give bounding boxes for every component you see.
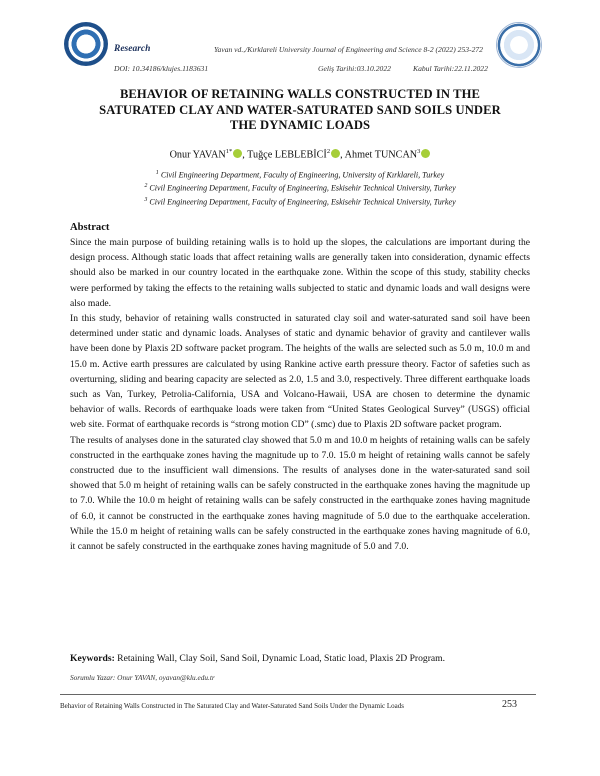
affiliation <box>60 168 540 181</box>
received-date: Geliş Tarihi:03.10.2022 <box>318 64 391 73</box>
running-title: Behavior of Retaining Walls Constructed in The Saturated Clay and Water-Saturated Sand Soils Under the Dynamic Loads <box>60 702 404 710</box>
journal-logo <box>496 22 542 68</box>
affiliation-num: 3 <box>144 196 148 203</box>
doi[interactable]: DOI: 10.34186/klujes.1183631 <box>114 64 209 73</box>
abstract-paragraph: In this study, behavior of retaining walls constructed in saturated clay soil and water-saturated sand soil have been determined under static and dynamic loads. Analyses of static and dynamic behavior of gravity and cantilever walls have been done by Plaxis 2D software packet program. The heights of the walls are selected such as 5.0 m, 10.0 m and 15.0 m. Active earth pressures are calculated by using Rankine active earth pressure theory. Factor of safeties such as overturning, sliding and bearing capacity are selected as 2.0, 1.5 and 3.0, respectively. Three different earthquake loads such as Van, Turkey, Petrolia-California, USA and Volcano-Hawaii, USA are chosen to determine the dynamic behavior of walls. Records of earthquake loads were taken from “United States Geological Survey” (USGS) official web site. Format of earthquake records is “strong motion CD” (.smc) due to Plaxis 2D software packet program. <box>70 313 530 431</box>
affiliation <box>60 181 540 194</box>
article-type-label: Research <box>114 44 151 54</box>
title-line: THE DYNAMIC LOADS <box>229 118 371 132</box>
abstract-heading: Abstract <box>70 222 110 233</box>
affiliation-num: 2 <box>144 183 148 190</box>
affiliation-text: Civil Engineering Department, Faculty of Engineering, Eskisehir Technical University, Turkey <box>149 183 456 193</box>
affiliation <box>60 195 540 208</box>
orcid-icon[interactable] <box>233 149 242 158</box>
corresponding-author: Sorumlu Yazar: Onur YAVAN, oyavan@klu.edu.tr <box>70 673 215 682</box>
orcid-icon[interactable] <box>421 149 430 158</box>
paper-title <box>60 87 540 134</box>
author-name: Tuğçe LEBLEBİCİ <box>247 149 327 161</box>
affiliations <box>60 168 540 208</box>
footer-divider <box>60 694 536 695</box>
title-line: BEHAVIOR OF RETAINING WALLS CONSTRUCTED IN THE <box>119 87 481 101</box>
author-name: Onur YAVAN <box>169 149 226 161</box>
keywords-text: Retaining Wall, Clay Soil, Sand Soil, Dynamic Load, Static load, Plaxis 2D Program. <box>114 653 446 664</box>
author-sup: 2 <box>326 148 331 155</box>
author-list: Onur $YAVAN^{1*}$ , Tuğçe LEBLEBİCİ$^2$ , Ahmet TUNCAN$^3$ <box>60 148 540 160</box>
keywords-label: Keywords: <box>70 653 115 664</box>
keywords <box>70 652 540 665</box>
author-sup: 3 <box>417 148 421 155</box>
affiliation-text: Civil Engineering Department, Faculty of Engineering, Eskisehir Technical University, Turkey <box>149 197 456 207</box>
title-line: SATURATED CLAY AND WATER-SATURATED SAND SOILS UNDER <box>99 102 501 117</box>
author-sup: 1* <box>225 148 233 155</box>
abstract-body <box>70 235 530 554</box>
affiliation-text: Civil Engineering Department, Faculty of Engineering, University of Kırklareli, Turkey <box>160 170 445 180</box>
abstract-paragraph: Since the main purpose of building retaining walls is to hold up the slopes, the calculations are important during the design process. Although static loads that affect retaining walls are generally taken into consideration, dynamic effects should also be marked in our country located in the earthquake zone. Within the scope of this study, stability checks were performed by taking the effects to the retaining walls subjected to static and dynamic loads and wall designs were also made. <box>70 237 530 309</box>
abstract-paragraph: The results of analyses done in the saturated clay showed that 5.0 m and 10.0 m heights of retaining walls can be safely constructed in the earthquake zones having the magnitude up to 7.0. 15.0 m height of retaining walls cannot be safely constructed due to the insufficient wall dimensions. The results of analyses done in the water-saturated sand soil showed that 5.0 m height of retaining walls can be safely constructed in the earthquake zones having the magnitude up to 7.0. While the 10.0 m height of retaining walls can be safely constructed in the earthquake zones having magnitude of 6.0, it cannot be constructed in the earthquake zones having magnitude of 5.0 due to the earthquake acceleration. While the 15.0 m height of retaining walls can be safely constructed in the earthquake zones having magnitude of 6.0, it cannot be safely constructed in the earthquake zones having magnitude of 5.0 and 7.0. <box>70 434 530 553</box>
orcid-icon[interactable] <box>331 149 340 158</box>
journal-citation: Yavan vd.,/Kırklareli University Journal of Engineering and Science 8-2 (2022) 253-272 <box>214 45 483 54</box>
accepted-date: Kabul Tarihi:22.11.2022 <box>413 64 488 73</box>
page-number: 253 <box>502 699 517 710</box>
university-logo <box>64 22 108 66</box>
author-name: Ahmet TUNCAN <box>344 149 418 161</box>
affiliation-num: 1 <box>155 170 159 176</box>
